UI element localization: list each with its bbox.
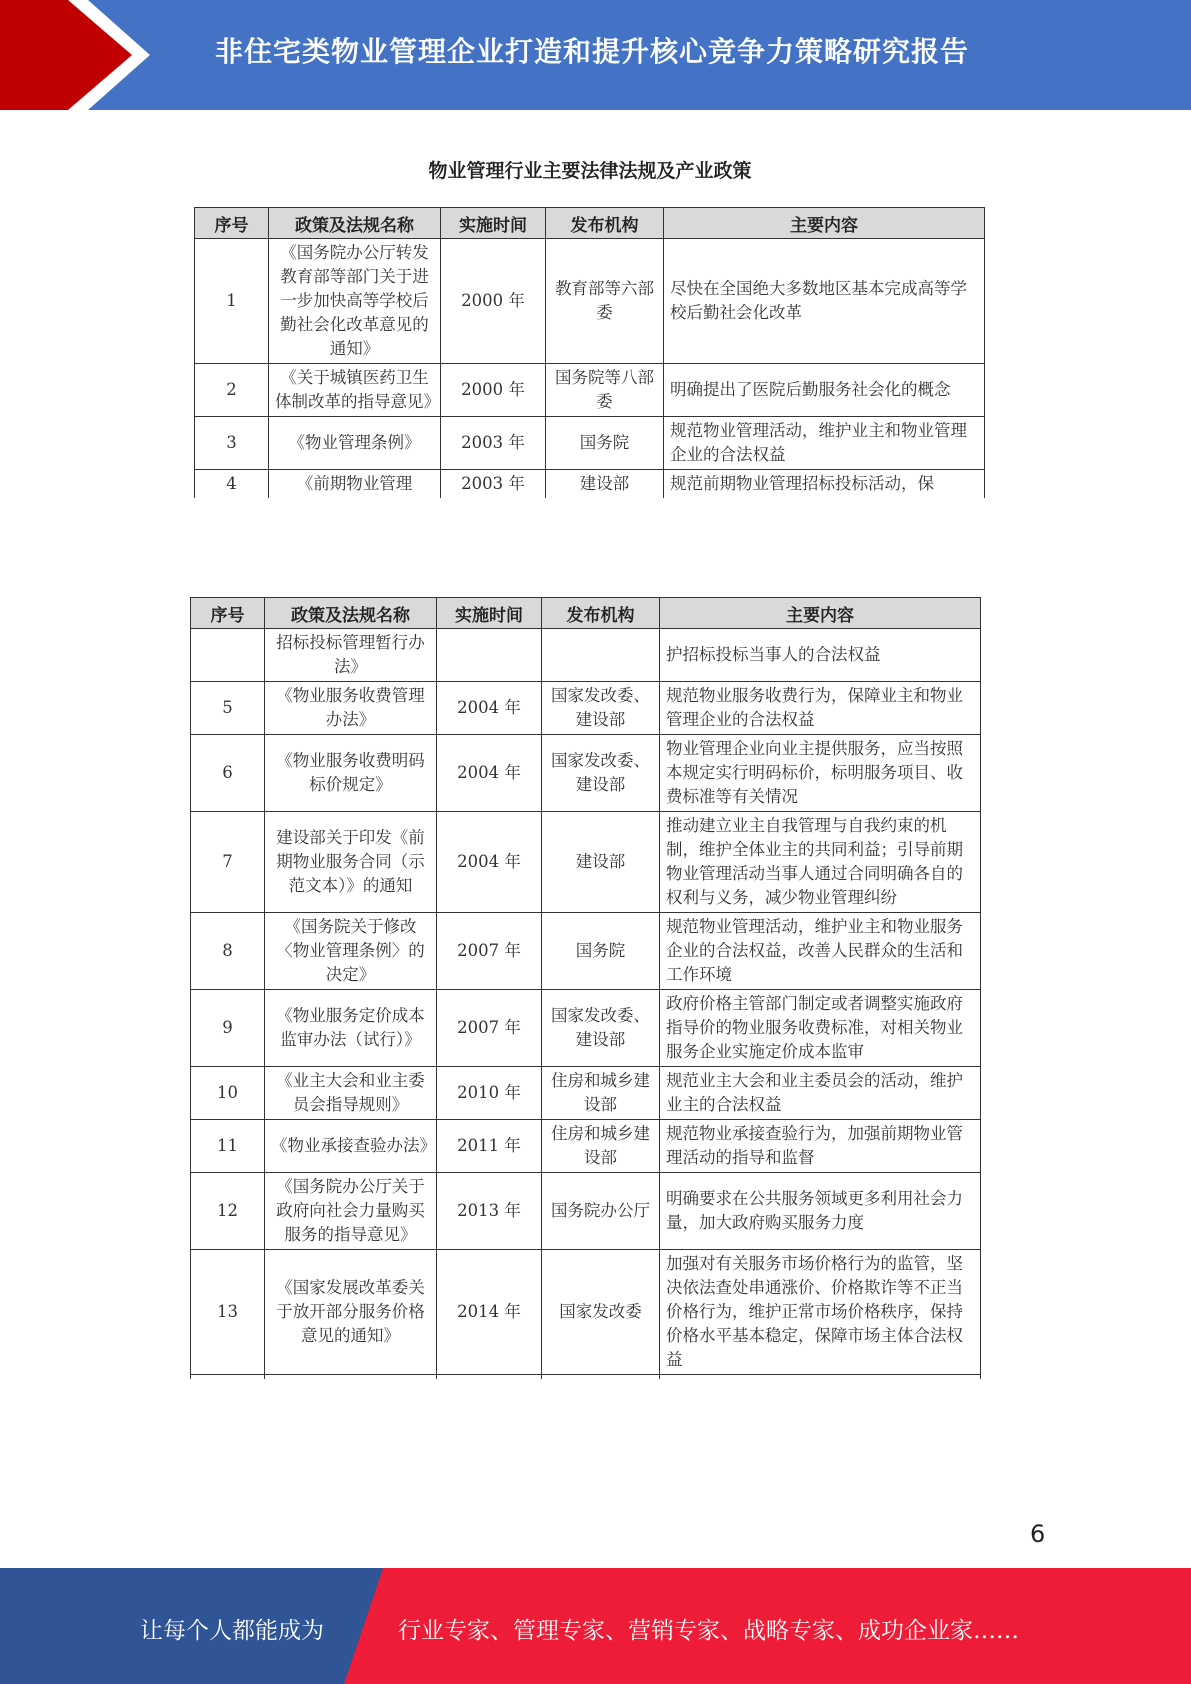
column-header-content: 主要内容: [660, 598, 981, 629]
row-policy-name: 《物业承接查验办法》: [265, 1120, 437, 1173]
column-header-content: 主要内容: [664, 208, 985, 239]
row-policy-name: 《业主大会和业主委员会指导规则》: [265, 1067, 437, 1120]
row-issuer: 国务院: [542, 913, 660, 990]
table-row: [191, 1375, 981, 1380]
header-title: 非住宅类物业管理企业打造和提升核心竞争力策略研究报告: [215, 35, 970, 68]
row-policy-name: 《前期物业管理: [269, 470, 441, 499]
row-index: 7: [191, 812, 265, 913]
row-index: 12: [191, 1173, 265, 1250]
row-index: 8: [191, 913, 265, 990]
row-index: 1: [195, 239, 269, 364]
row-issuer: 国家发改委、建设部: [542, 990, 660, 1067]
row-content: 政府价格主管部门制定或者调整实施政府指导价的物业服务收费标准，对相关物业服务企业实施定价成本监审: [660, 990, 981, 1067]
column-header-name: 政策及法规名称: [269, 208, 441, 239]
footer-slogan-left: 让每个人都能成为: [140, 1618, 324, 1644]
column-header-date: 实施时间: [441, 208, 546, 239]
row-policy-name: 《物业服务定价成本监审办法（试行）》: [265, 990, 437, 1067]
table-header-row: [191, 598, 981, 629]
table-row: [191, 1173, 981, 1250]
row-content: 规范物业管理活动，维护业主和物业管理企业的合法权益: [664, 417, 985, 470]
table-row: [191, 735, 981, 812]
row-index: 11: [191, 1120, 265, 1173]
row-policy-name: 《国务院办公厅转发教育部等部门关于进一步加快高等学校后勤社会化改革意见的通知》: [269, 239, 441, 364]
row-index: 13: [191, 1250, 265, 1375]
column-header-date: 实施时间: [437, 598, 542, 629]
row-content: [660, 1375, 981, 1380]
row-issuer: 国家发改委、建设部: [542, 735, 660, 812]
row-policy-name: 建设部关于印发《前期物业服务合同（示范文本）》的通知: [265, 812, 437, 913]
row-date: 2013 年: [437, 1173, 542, 1250]
row-content: 规范物业服务收费行为，保障业主和物业管理企业的合法权益: [660, 682, 981, 735]
row-content: 推动建立业主自我管理与自我约束的机制，维护全体业主的共同利益；引导前期物业管理活动当事人通过合同明确各自的权利与义务，减少物业管理纠纷: [660, 812, 981, 913]
table-row: [191, 682, 981, 735]
table-caption: 物业管理行业主要法律法规及产业政策: [428, 160, 752, 182]
table-row: [191, 812, 981, 913]
row-content: 护招标投标当事人的合法权益: [660, 629, 981, 682]
table-row: [191, 629, 981, 682]
row-policy-name: 《国家发展改革委关于放开部分服务价格意见的通知》: [265, 1250, 437, 1375]
row-content: 明确提出了医院后勤服务社会化的概念: [664, 364, 985, 417]
row-issuer: 建设部: [546, 470, 664, 499]
row-content: 规范业主大会和业主委员会的活动，维护业主的合法权益: [660, 1067, 981, 1120]
row-date: 2011 年: [437, 1120, 542, 1173]
row-date: 2004 年: [437, 812, 542, 913]
page-number: 6: [1030, 1520, 1046, 1548]
table-row: [191, 1120, 981, 1173]
row-date: [437, 629, 542, 682]
row-policy-name: 《国务院办公厅关于政府向社会力量购买服务的指导意见》: [265, 1173, 437, 1250]
row-issuer: [542, 629, 660, 682]
row-index: 2: [195, 364, 269, 417]
row-index: 10: [191, 1067, 265, 1120]
table-row: [191, 913, 981, 990]
column-header-index: 序号: [191, 598, 265, 629]
table-row: [191, 1067, 981, 1120]
row-issuer: 国务院等八部委: [546, 364, 664, 417]
page-header: [0, 0, 1191, 110]
table-header-row: [195, 208, 985, 239]
column-header-name: 政策及法规名称: [265, 598, 437, 629]
row-index: 6: [191, 735, 265, 812]
row-policy-name: 《物业管理条例》: [269, 417, 441, 470]
row-issuer: 国务院办公厅: [542, 1173, 660, 1250]
row-content: 尽快在全国绝大多数地区基本完成高等学校后勤社会化改革: [664, 239, 985, 364]
row-date: 2003 年: [441, 470, 546, 499]
column-header-index: 序号: [195, 208, 269, 239]
row-issuer: 住房和城乡建设部: [542, 1067, 660, 1120]
row-date: 2014 年: [437, 1250, 542, 1375]
row-issuer: 教育部等六部委: [546, 239, 664, 364]
row-date: 2004 年: [437, 735, 542, 812]
policy-table-part-2: [190, 597, 981, 1379]
row-index: 5: [191, 682, 265, 735]
row-content: 明确要求在公共服务领域更多利用社会力量，加大政府购买服务力度: [660, 1173, 981, 1250]
row-date: 2000 年: [441, 239, 546, 364]
row-issuer: 国家发改委、建设部: [542, 682, 660, 735]
footer-slogan-right: 行业专家、管理专家、营销专家、战略专家、成功企业家……: [398, 1618, 1019, 1644]
row-policy-name: 《国务院关于修改〈物业管理条例〉的决定》: [265, 913, 437, 990]
row-issuer: 住房和城乡建设部: [542, 1120, 660, 1173]
row-content: 规范物业管理活动，维护业主和物业服务企业的合法权益，改善人民群众的生活和工作环境: [660, 913, 981, 990]
column-header-issuer: 发布机构: [542, 598, 660, 629]
row-date: 2004 年: [437, 682, 542, 735]
policy-table-part-1: [194, 207, 985, 498]
table-row: [195, 239, 985, 364]
row-index: 3: [195, 417, 269, 470]
row-content: 物业管理企业向业主提供服务，应当按照本规定实行明码标价，标明服务项目、收费标准等有关情况: [660, 735, 981, 812]
row-date: 2010 年: [437, 1067, 542, 1120]
table-row: [195, 364, 985, 417]
row-issuer: 国家发改委: [542, 1250, 660, 1375]
row-policy-name: 《关于城镇医药卫生体制改革的指导意见》: [269, 364, 441, 417]
row-index: 4: [195, 470, 269, 499]
row-policy-name: 《物业服务收费明码标价规定》: [265, 735, 437, 812]
row-date: 2007 年: [437, 990, 542, 1067]
row-index: [191, 629, 265, 682]
row-policy-name: [265, 1375, 437, 1380]
row-date: 2000 年: [441, 364, 546, 417]
table-row: [195, 417, 985, 470]
row-index: 9: [191, 990, 265, 1067]
page-footer: [0, 1568, 1191, 1684]
row-date: [437, 1375, 542, 1380]
row-date: 2007 年: [437, 913, 542, 990]
row-policy-name: 《物业服务收费管理办法》: [265, 682, 437, 735]
row-issuer: [542, 1375, 660, 1380]
column-header-issuer: 发布机构: [546, 208, 664, 239]
row-index: [191, 1375, 265, 1380]
row-date: 2003 年: [441, 417, 546, 470]
row-content: 规范前期物业管理招标投标活动，保: [664, 470, 985, 499]
row-issuer: 国务院: [546, 417, 664, 470]
row-content: 规范物业承接查验行为，加强前期物业管理活动的指导和监督: [660, 1120, 981, 1173]
table-row: [191, 1250, 981, 1375]
row-issuer: 建设部: [542, 812, 660, 913]
row-content: 加强对有关服务市场价格行为的监管，坚决依法查处串通涨价、价格欺诈等不正当价格行为，维护正常市场价格秩序，保持价格水平基本稳定，保障市场主体合法权益: [660, 1250, 981, 1375]
table-row: [195, 470, 985, 499]
table-row: [191, 990, 981, 1067]
row-policy-name: 招标投标管理暂行办法》: [265, 629, 437, 682]
